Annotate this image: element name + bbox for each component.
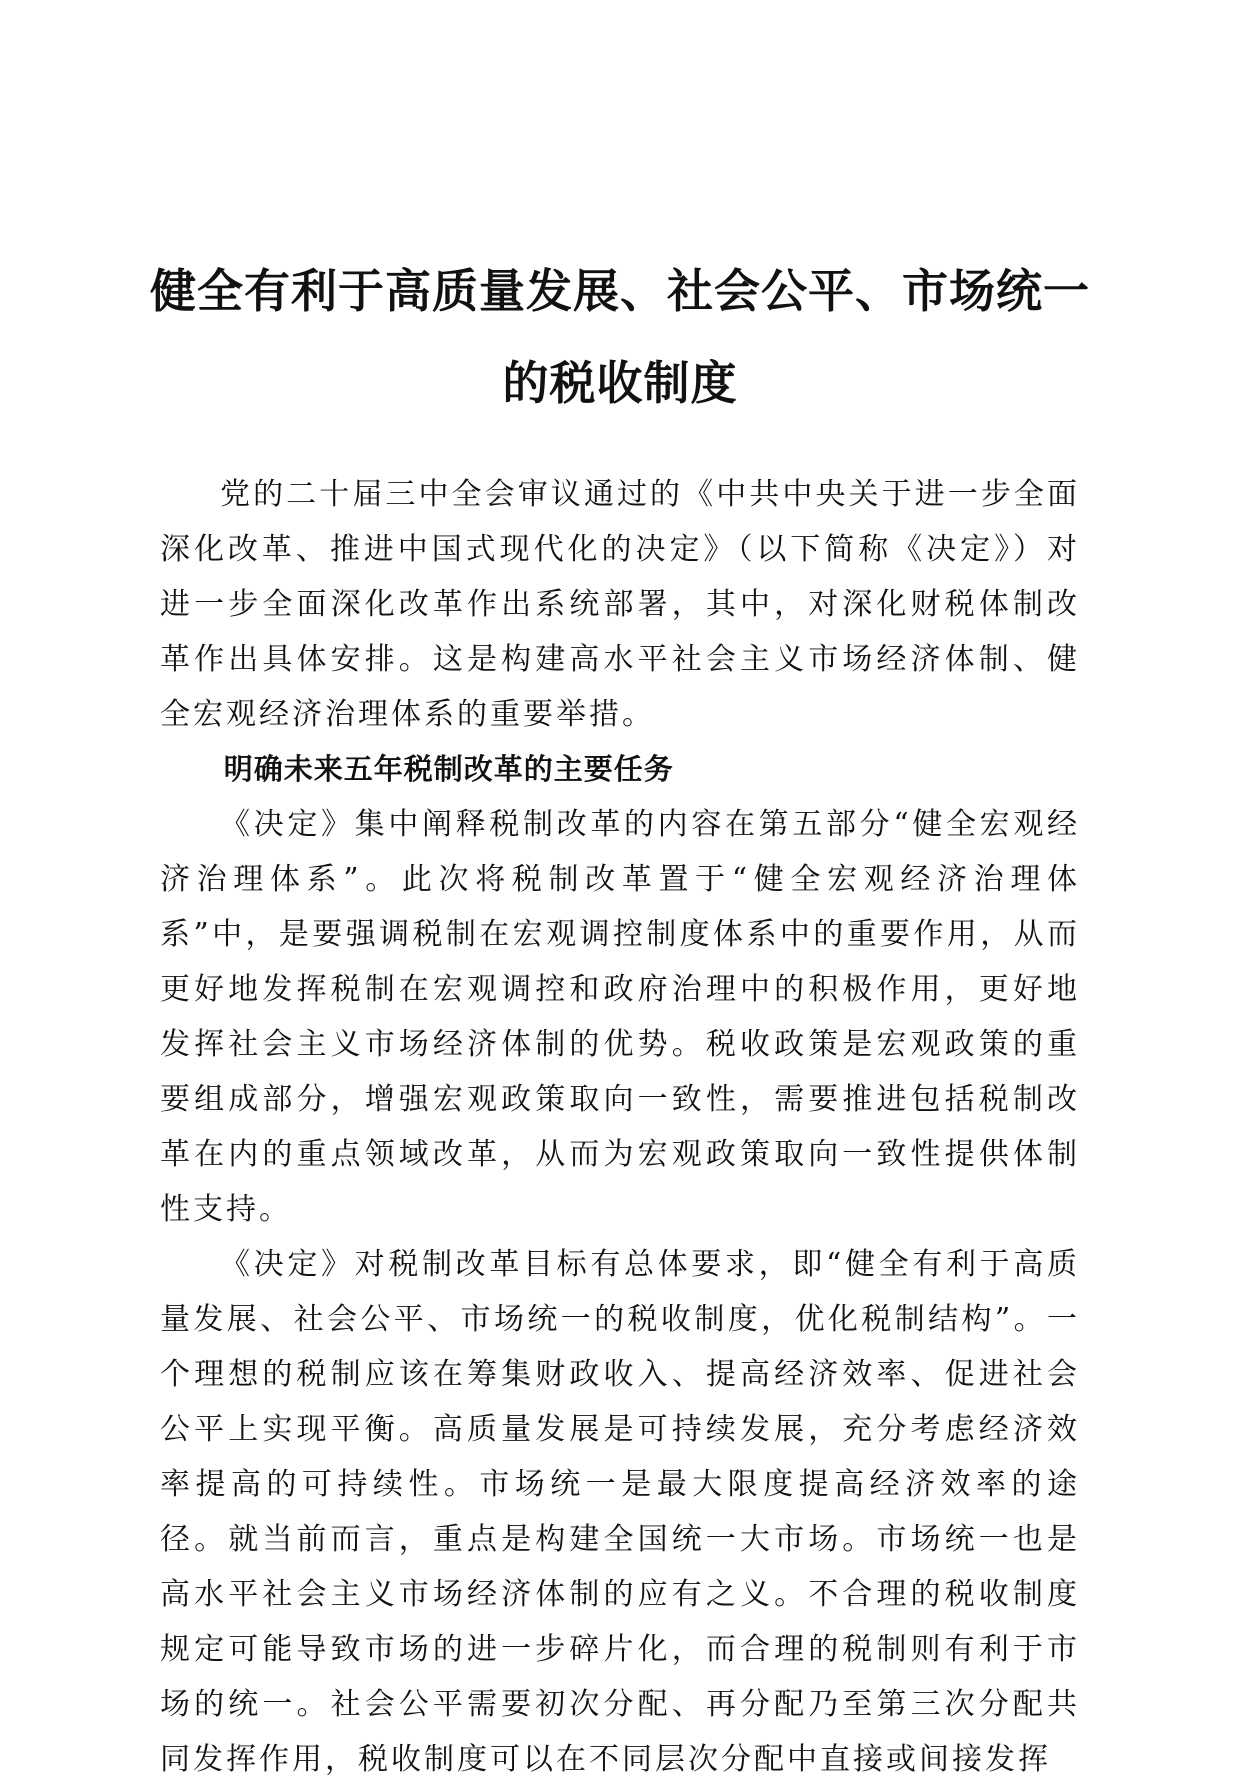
paragraph-3: 《决定》对税制改革目标有总体要求，即“健全有利于高质量发展、社会公平、市场统一的税收制度，优化税制结构”。一个理想的税制应该在筹集财政收入、提高经济效率、促进社会公平上实现平衡。高质量发展是可持续发展，充分考虑经济效率提高的可持续性。市场统一是最大限度提高经济效率的途径。就当前而言，重点是构建全国统一大市场。市场统一也是高水平社会主义市场经济体制的应有之义。不合理的税收制度规定可能导致市场的进一步碎片化，而合理的税制则有利于市场的统一。社会公平需要初次分配、再分配乃至第三次分配共同发挥作用，税收制度可以在不同层次分配中直接或间接发挥 bbox=[160, 1247, 1080, 1777]
intro-paragraph: 党的二十届三中全会审议通过的《中共中央关于进一步全面深化改革、推进中国式现代化的决定》（以下简称《决定》）对进一步全面深化改革作出系统部署，其中，对深化财税体制改革作出具体安排。这是构建高水平社会主义市场经济体制、健全宏观经济治理体系的重要举措。 bbox=[160, 477, 1080, 732]
paragraph-2: 《决定》集中阐释税制改革的内容在第五部分“健全宏观经济治理体系”。此次将税制改革置于“健全宏观经济治理体系”中，是要强调税制在宏观调控制度体系中的重要作用，从而更好地发挥税制在宏观调控和政府治理中的积极作用，更好地发挥社会主义市场经济体制的优势。税收政策是宏观政策的重要组成部分，增强宏观政策取向一致性，需要推进包括税制改革在内的重点领域改革，从而为宏观政策取向一致性提供体制性支持。 bbox=[160, 807, 1080, 1227]
section-heading: 明确未来五年税制改革的主要任务 bbox=[223, 752, 674, 786]
document-title-line-1: 健全有利于高质量发展、社会公平、市场统一 bbox=[150, 264, 1090, 318]
document-title-line-2: 的税收制度 bbox=[502, 356, 738, 410]
document-body bbox=[160, 467, 1080, 1787]
